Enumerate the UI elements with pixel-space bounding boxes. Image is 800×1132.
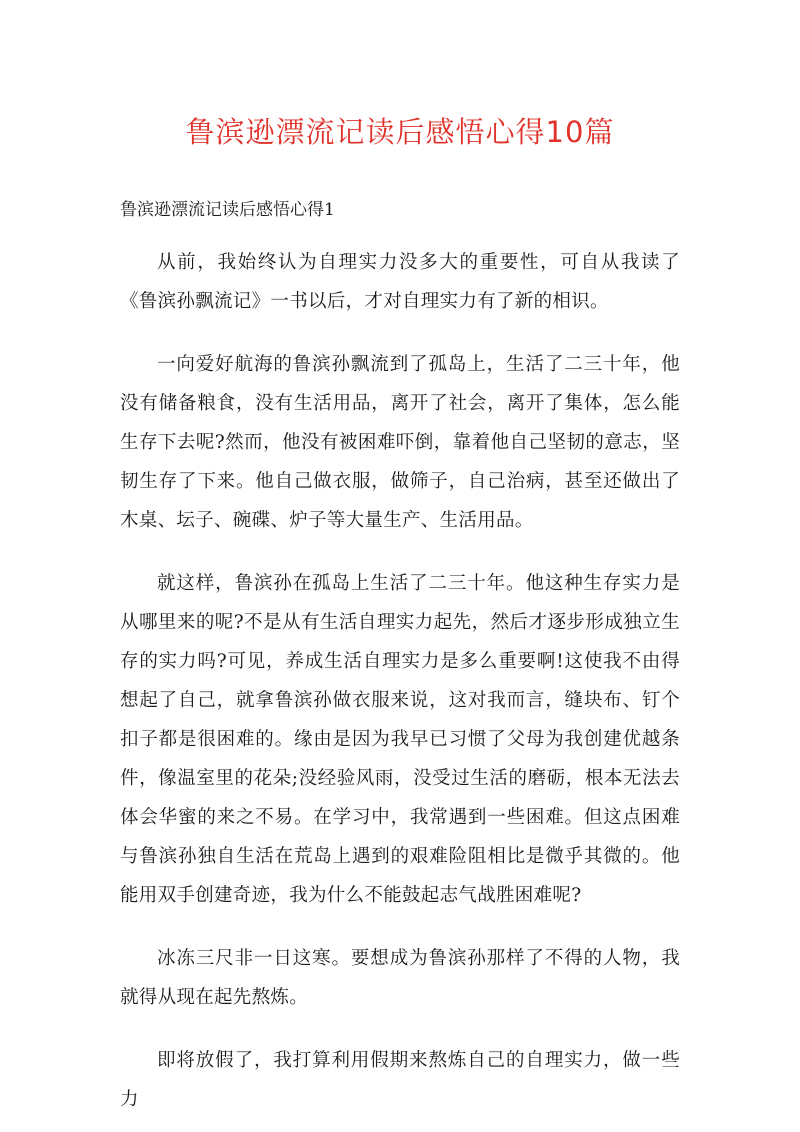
paragraph: 就这样，鲁滨孙在孤岛上生活了二三十年。他这种生存实力是从哪里来的呢?不是从有生活自理实力起先，然后才逐步形成独立生存的实力吗?可见，养成生活自理实力是多么重要啊!这使我不由得想起了自己，就拿鲁滨孙做衣服来说，这对我而言，缝块布、钉个扣子都是很困难的。缘由是因为我早已习惯了父母为我创建优越条件，像温室里的花朵;没经验风雨，没受过生活的磨砺，根本无法去体会华蜜的来之不易。在学习中，我常遇到一些困难。但这点困难与鲁滨孙独自生活在荒岛上遇到的艰难险阻相比是微乎其微的。他能用双手创建奇迹，我为什么不能鼓起志气战胜困难呢?	[120, 573, 680, 906]
section-heading: 鲁滨逊漂流记读后感悟心得1	[120, 200, 335, 220]
paragraph: 即将放假了，我打算利用假期来熬炼自己的自理实力，做一些力	[120, 1050, 680, 1110]
paragraph: 冰冻三尺非一日这寒。要想成为鲁滨孙那样了不得的人物，我就得从现在起先熬炼。	[120, 948, 680, 1008]
paragraph: 从前，我始终认为自理实力没多大的重要性，可自从我读了《鲁滨孙飘流记》一书以后，才对自理实力有了新的相识。	[120, 252, 680, 312]
paragraph: 一向爱好航海的鲁滨孙飘流到了孤岛上，生活了二三十年，他没有储备粮食，没有生活用品，离开了社会，离开了集体，怎么能生存下去呢?然而，他没有被困难吓倒，靠着他自己坚韧的意志，坚韧生存了下来。他自己做衣服，做筛子，自己治病，甚至还做出了木桌、坛子、碗碟、炉子等大量生产、生活用品。	[120, 354, 680, 531]
document-title: 鲁滨逊漂流记读后感悟心得10篇	[185, 115, 615, 149]
body-text	[120, 243, 680, 1119]
